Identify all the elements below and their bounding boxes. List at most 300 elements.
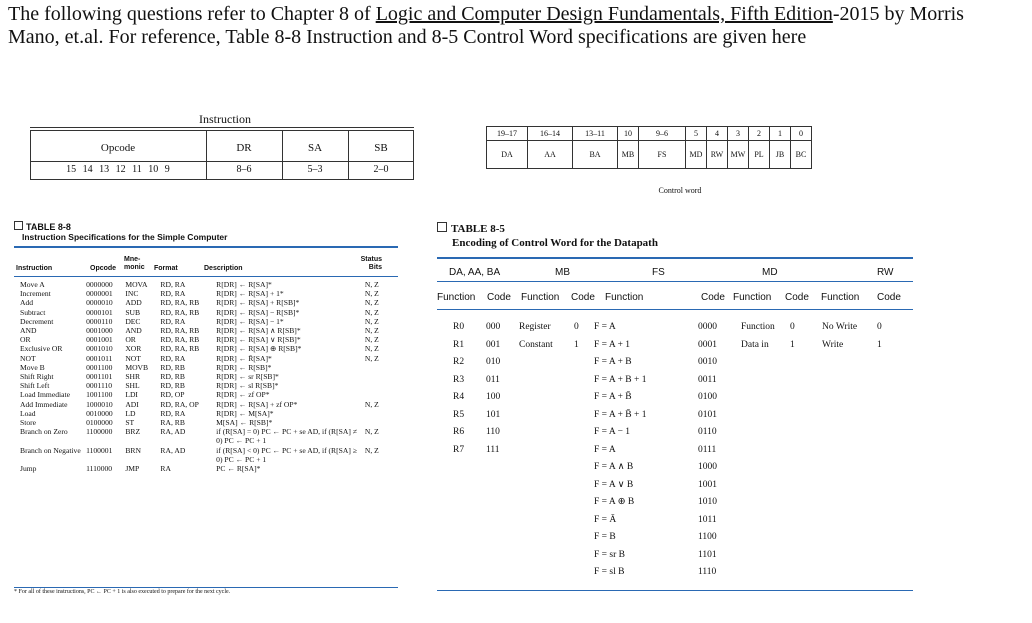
list-item-code: 0 bbox=[877, 322, 882, 332]
table-row bbox=[18, 409, 398, 418]
table-cell: Branch on Negative bbox=[20, 445, 81, 455]
list-item-function: F = A + B + 1 bbox=[594, 374, 647, 385]
table-8-5-md bbox=[741, 319, 821, 354]
list-item-code: 0111 bbox=[698, 444, 717, 455]
list-item-code: 1110 bbox=[698, 567, 717, 577]
opcode-field-label: Opcode bbox=[100, 142, 136, 154]
table-cell: Move B bbox=[20, 362, 45, 372]
list-item-code: 010 bbox=[486, 357, 501, 367]
list-item-code: 1000 bbox=[698, 462, 717, 472]
table-cell: 0001100 bbox=[86, 362, 113, 372]
table-cell: 0000001 bbox=[86, 289, 113, 299]
dr-field-label: DR bbox=[236, 142, 252, 154]
table-cell: 0000000 bbox=[86, 280, 113, 289]
list-item bbox=[594, 442, 734, 460]
cw-bit-label: 4 bbox=[707, 127, 728, 141]
table-cell: RD, RA bbox=[160, 353, 186, 363]
cw-bit-label: 9–6 bbox=[639, 127, 686, 141]
table-cell: MOVA bbox=[125, 280, 148, 289]
table-8-8-title bbox=[14, 221, 71, 232]
table-cell: R[DR] ← zf OP* bbox=[216, 390, 270, 400]
table-row bbox=[18, 363, 398, 372]
table-cell: PC ← R[SA]* bbox=[216, 464, 261, 474]
cw-field-label: PL bbox=[749, 141, 770, 169]
table-cell: 0000101 bbox=[86, 307, 113, 317]
table-cell: Add bbox=[20, 298, 34, 308]
group-header-md: MD bbox=[762, 267, 778, 278]
list-item-code: 110 bbox=[486, 427, 500, 437]
table-cell: if (R[SA] = 0) PC ← PC + se AD, if (R[SA] ≠ 0) PC ← PC + 1 bbox=[216, 427, 357, 446]
cw-field-label: MB bbox=[618, 141, 639, 169]
table-cell bbox=[363, 418, 398, 427]
list-item bbox=[594, 494, 734, 512]
table-row bbox=[18, 289, 398, 298]
table-cell: N, Z bbox=[364, 307, 379, 317]
table-cell: R[DR] ← R[SA] ∨ R[SB]* bbox=[216, 335, 301, 345]
list-item bbox=[594, 564, 734, 582]
list-item-function: F = sr B bbox=[594, 549, 625, 560]
table-cell: R[DR] ← R[SA] − 1* bbox=[216, 316, 284, 326]
sub-header: Code bbox=[701, 292, 725, 303]
table-row bbox=[18, 400, 398, 409]
list-item-function: F = A bbox=[594, 444, 616, 455]
list-item-code: 1 bbox=[574, 339, 579, 350]
table-cell: N, Z bbox=[364, 335, 379, 345]
table-cell: ST bbox=[125, 418, 135, 428]
list-item bbox=[594, 372, 734, 390]
table-8-5-title bbox=[437, 222, 505, 235]
list-item bbox=[453, 354, 533, 372]
table-row bbox=[18, 464, 398, 473]
list-item-code: 111 bbox=[486, 444, 500, 455]
table-cell: NOT bbox=[20, 353, 36, 363]
table-cell: Shift Right bbox=[20, 372, 54, 382]
table-cell: RD, RA, OP bbox=[160, 399, 199, 409]
table-cell: 1100001 bbox=[86, 445, 113, 455]
table-row bbox=[18, 418, 398, 427]
table-cell: R[DR] ← sr R[SB]* bbox=[216, 372, 279, 382]
list-item-function: Register bbox=[519, 322, 551, 332]
table-cell: R[DR] ← R[SA] − R[SB]* bbox=[216, 307, 300, 317]
control-word-table bbox=[486, 126, 812, 169]
table-cell: RD, RA bbox=[160, 408, 186, 418]
sub-header: Function bbox=[521, 292, 560, 303]
cw-bit-label: 3 bbox=[728, 127, 749, 141]
table-cell: AND bbox=[125, 326, 142, 336]
table-row bbox=[18, 354, 398, 363]
list-item-function: F = sl B bbox=[594, 567, 625, 577]
table-row bbox=[18, 381, 398, 390]
table-cell bbox=[363, 363, 398, 372]
list-item-code: 000 bbox=[486, 322, 501, 332]
list-item-code: 100 bbox=[486, 392, 501, 402]
table-cell: Load Immediate bbox=[20, 390, 70, 400]
table-cell: R[DR] ← R̄[SA]* bbox=[216, 353, 272, 363]
table-cell: MOVB bbox=[125, 362, 149, 372]
table-cell: N, Z bbox=[364, 326, 379, 336]
divider bbox=[437, 590, 913, 591]
table-8-8-header bbox=[14, 249, 398, 272]
group-header-rw: RW bbox=[877, 267, 894, 278]
list-item-function: R4 bbox=[453, 392, 465, 402]
table-cell: 1001100 bbox=[86, 390, 113, 400]
sub-header: Code bbox=[785, 292, 809, 303]
table-cell bbox=[363, 464, 398, 473]
list-item-function: F = A ⊕ B bbox=[594, 497, 635, 507]
table-cell: N, Z bbox=[364, 353, 379, 363]
sub-header: Function bbox=[821, 292, 860, 303]
col-header-mnemonic: Mne-monic bbox=[124, 256, 145, 271]
list-item bbox=[453, 424, 533, 442]
list-item-function: Data in bbox=[741, 339, 769, 350]
table-cell: 0001110 bbox=[86, 381, 113, 391]
table-cell: 1110000 bbox=[86, 464, 113, 474]
table-cell: ADI bbox=[125, 399, 139, 409]
table-cell: R[DR] ← R[SA] ⊕ R[SB]* bbox=[216, 344, 302, 354]
list-item-code: 011 bbox=[486, 374, 500, 385]
sub-header: Function bbox=[437, 292, 476, 303]
table-cell: OR bbox=[125, 335, 136, 345]
table-row bbox=[18, 372, 398, 381]
cw-bit-label: 2 bbox=[749, 127, 770, 141]
group-header-mb: MB bbox=[555, 267, 570, 278]
divider bbox=[30, 161, 414, 162]
list-item-code: 001 bbox=[486, 339, 501, 350]
table-8-8-footnote: * For all of these instructions, PC ← PC + 1 is also executed to prepare for the next cycle. bbox=[14, 589, 231, 595]
cw-field-label: AA bbox=[528, 141, 573, 169]
col-header-opcode: Opcode bbox=[90, 265, 117, 272]
table-cell bbox=[363, 409, 398, 418]
col-header-description: Description bbox=[204, 265, 243, 272]
table-cell: 0001010 bbox=[86, 344, 113, 354]
table-cell: LDI bbox=[125, 390, 138, 400]
table-cell: Store bbox=[20, 418, 37, 428]
list-item bbox=[594, 529, 734, 547]
list-item-function: R3 bbox=[453, 374, 465, 385]
cw-field-label: DA bbox=[487, 141, 528, 169]
cw-bit-label: 1 bbox=[770, 127, 791, 141]
list-item-code: 0000 bbox=[698, 322, 717, 332]
list-item-code: 0100 bbox=[698, 392, 717, 402]
cw-bit-label: 5 bbox=[686, 127, 707, 141]
list-item-code: 0010 bbox=[698, 357, 717, 367]
list-item-code: 1011 bbox=[698, 514, 717, 525]
divider bbox=[30, 127, 414, 128]
dr-bits: 8–6 bbox=[236, 164, 252, 175]
table-cell: Shift Left bbox=[20, 381, 50, 391]
table-cell: N, Z bbox=[364, 344, 379, 354]
divider bbox=[14, 587, 398, 588]
table-cell: Decrement bbox=[20, 316, 54, 326]
table-cell: 0001101 bbox=[86, 372, 113, 382]
opcode-bits: 15 14 13 12 11 10 9 bbox=[66, 164, 170, 175]
table-8-8-subtitle: Instruction Specifications for the Simple Computer bbox=[22, 232, 228, 242]
table-cell: RD, RA bbox=[160, 316, 186, 326]
sub-header: Code bbox=[487, 292, 511, 303]
table-cell: 0001001 bbox=[86, 335, 113, 345]
list-item-code: 0101 bbox=[698, 409, 717, 420]
table-cell: RD, RA, RB bbox=[160, 298, 200, 308]
table-cell: BRN bbox=[125, 445, 141, 455]
list-item-code: 1010 bbox=[698, 497, 717, 507]
cw-bit-label: 10 bbox=[618, 127, 639, 141]
table-cell: ADD bbox=[125, 298, 142, 308]
table-cell: RA, AD bbox=[160, 445, 186, 455]
sa-field-label: SA bbox=[307, 142, 323, 154]
divider bbox=[437, 257, 913, 259]
table-cell: 0000110 bbox=[86, 316, 113, 326]
table-cell: Branch on Zero bbox=[20, 427, 68, 437]
intro-text-1: The following questions refer to Chapter 8 of bbox=[8, 3, 376, 25]
list-item-function: R7 bbox=[453, 444, 465, 455]
sb-field-label: SB bbox=[374, 142, 388, 154]
table-cell: LD bbox=[125, 408, 136, 418]
intro-paragraph bbox=[8, 3, 1018, 49]
table-cell: Increment bbox=[20, 289, 51, 299]
table-cell: NOT bbox=[125, 353, 141, 363]
table-cell: RA bbox=[160, 464, 171, 474]
list-item bbox=[594, 477, 734, 495]
sb-bits: 2–0 bbox=[373, 164, 389, 175]
list-item-code: 1 bbox=[790, 339, 795, 350]
list-item-code: 1001 bbox=[698, 479, 717, 490]
list-item bbox=[519, 319, 599, 337]
list-item-function: R0 bbox=[453, 322, 465, 332]
table-cell bbox=[363, 372, 398, 381]
table-row bbox=[18, 298, 398, 307]
table-cell: AND bbox=[20, 326, 37, 336]
divider bbox=[437, 309, 913, 310]
table-cell: Load bbox=[20, 408, 36, 418]
table-row bbox=[18, 308, 398, 317]
table-row bbox=[18, 317, 398, 326]
table-cell: Move A bbox=[20, 280, 45, 289]
table-cell: N, Z bbox=[364, 316, 379, 326]
table-cell: SHL bbox=[125, 381, 140, 391]
list-item bbox=[594, 337, 734, 355]
table-cell: RD, RA bbox=[160, 280, 186, 289]
table-cell: RD, RB bbox=[160, 362, 185, 372]
list-item-function: F = A + B bbox=[594, 357, 632, 367]
table-cell: XOR bbox=[125, 344, 142, 354]
table-cell: RD, RB bbox=[160, 381, 185, 391]
table-row bbox=[18, 326, 398, 335]
table-cell: R[DR] ← R[SB]* bbox=[216, 362, 272, 372]
table-cell: Exclusive OR bbox=[20, 344, 63, 354]
list-item-function: Constant bbox=[519, 339, 553, 350]
col-header-format: Format bbox=[154, 265, 178, 272]
table-cell: RA, AD bbox=[160, 427, 186, 437]
list-item bbox=[822, 337, 902, 355]
sub-header: Code bbox=[571, 292, 595, 303]
list-item bbox=[453, 389, 533, 407]
list-item-code: 1 bbox=[877, 339, 882, 350]
table-cell: N, Z bbox=[364, 298, 379, 308]
group-header-regs: DA, AA, BA bbox=[449, 267, 501, 278]
cw-field-label: MD bbox=[686, 141, 707, 169]
table-cell: R[DR] ← sl R[SB]* bbox=[216, 381, 279, 391]
table-cell: SHR bbox=[125, 372, 141, 382]
table-8-5-fs bbox=[594, 319, 734, 582]
list-item bbox=[594, 354, 734, 372]
table-row bbox=[18, 335, 398, 344]
table-cell: DEC bbox=[125, 316, 141, 326]
list-item-function: F = B bbox=[594, 532, 616, 542]
list-item bbox=[594, 424, 734, 442]
table-cell: RD, RA bbox=[160, 289, 186, 299]
table-cell: 0001000 bbox=[86, 326, 113, 336]
list-item-function: F = A + B̄ + 1 bbox=[594, 409, 647, 420]
table-cell: OR bbox=[20, 335, 31, 345]
sub-header: Function bbox=[733, 292, 772, 303]
list-item bbox=[453, 372, 533, 390]
control-word-caption: Control word bbox=[658, 186, 702, 195]
table-cell: 0100000 bbox=[86, 418, 113, 428]
list-item bbox=[594, 459, 734, 477]
table-cell: 1000010 bbox=[86, 399, 113, 409]
list-item-function: No Write bbox=[822, 322, 858, 332]
list-item bbox=[594, 319, 734, 337]
table-cell: if (R[SA] < 0) PC ← PC + se AD, if (R[SA] ≥ 0) PC ← PC + 1 bbox=[216, 445, 357, 464]
list-item-function: F = A ∨ B bbox=[594, 479, 634, 490]
list-item-code: 0 bbox=[574, 322, 579, 332]
cw-field-label: FS bbox=[639, 141, 686, 169]
list-item-function: F = Ā bbox=[594, 514, 617, 525]
list-item-function: R5 bbox=[453, 409, 465, 420]
table-cell: RD, RA, RB bbox=[160, 344, 200, 354]
cw-field-label: BA bbox=[573, 141, 618, 169]
table-cell: RA, RB bbox=[160, 418, 185, 428]
table-cell: N, Z bbox=[364, 399, 379, 409]
cw-bit-label: 19–17 bbox=[487, 127, 528, 141]
table-8-8-body bbox=[18, 280, 398, 473]
list-item-code: 0 bbox=[790, 322, 795, 332]
table-cell: N, Z bbox=[364, 427, 379, 437]
table-cell: Add Immediate bbox=[20, 399, 68, 409]
list-item-function: Write bbox=[822, 339, 844, 350]
list-item-code: 0001 bbox=[698, 339, 717, 350]
sa-bits: 5–3 bbox=[307, 164, 323, 175]
table-cell: R[DR] ← R[SA] + zf OP* bbox=[216, 399, 298, 409]
table-cell: 0001011 bbox=[86, 353, 113, 363]
table-cell: Jump bbox=[20, 464, 37, 474]
table-cell: BRZ bbox=[125, 427, 141, 437]
list-item bbox=[453, 442, 533, 460]
cw-bit-label: 13–11 bbox=[573, 127, 618, 141]
table-8-5-title-text: TABLE 8-5 bbox=[451, 223, 505, 235]
table-cell: R[DR] ← R[SA] + 1* bbox=[216, 289, 284, 299]
list-item bbox=[594, 547, 734, 565]
table-cell: 0010000 bbox=[86, 408, 113, 418]
list-item-function: R1 bbox=[453, 339, 465, 350]
divider bbox=[14, 276, 398, 277]
list-item bbox=[822, 319, 902, 337]
table-cell: Subtract bbox=[20, 307, 46, 317]
divider bbox=[14, 246, 398, 248]
group-header-fs: FS bbox=[652, 267, 665, 278]
list-item bbox=[594, 512, 734, 530]
list-item-code: 101 bbox=[486, 409, 501, 420]
table-cell: SUB bbox=[125, 307, 141, 317]
table-8-5-subtitle: Encoding of Control Word for the Datapath bbox=[452, 237, 658, 249]
table-cell: M[SA] ← R[SB]* bbox=[216, 418, 273, 428]
list-item-code: 1101 bbox=[698, 549, 717, 560]
table-cell: R[DR] ← M[SA]* bbox=[216, 408, 274, 418]
list-item-function: F = A − 1 bbox=[594, 427, 631, 437]
table-cell: RD, OP bbox=[160, 390, 185, 400]
list-item-function: R2 bbox=[453, 357, 465, 367]
list-item-function: R6 bbox=[453, 427, 465, 437]
table-8-8-title-text: TABLE 8-8 bbox=[26, 222, 71, 232]
col-header-instruction: Instruction bbox=[16, 265, 53, 272]
cw-field-label: RW bbox=[707, 141, 728, 169]
list-item-code: 0011 bbox=[698, 374, 717, 385]
table-cell: 1100000 bbox=[86, 427, 113, 437]
list-item-function: F = A + 1 bbox=[594, 339, 631, 350]
list-item-function: Function bbox=[741, 322, 775, 332]
table-8-5-mb bbox=[519, 319, 599, 354]
divider bbox=[437, 281, 913, 282]
table-cell: R[DR] ← R[SA]* bbox=[216, 280, 272, 289]
table-8-5-rw bbox=[822, 319, 902, 354]
table-cell: RD, RB bbox=[160, 372, 185, 382]
sub-header: Function bbox=[605, 292, 644, 303]
table-cell: RD, RA, RB bbox=[160, 335, 200, 345]
table-cell: R[DR] ← R[SA] + R[SB]* bbox=[216, 298, 300, 308]
table-cell: R[DR] ← R[SA] ∧ R[SB]* bbox=[216, 326, 301, 336]
col-header-status: Status Bits bbox=[360, 256, 382, 271]
list-item bbox=[741, 337, 821, 355]
cw-field-label: JB bbox=[770, 141, 791, 169]
list-item bbox=[519, 337, 599, 355]
list-item-code: 1100 bbox=[698, 532, 717, 542]
checkbox-icon bbox=[14, 221, 23, 230]
table-cell: RD, RA, RB bbox=[160, 326, 200, 336]
table-cell bbox=[363, 390, 398, 399]
intro-text-2: -2015 by Morris Mano, et.al. For reference, Table 8-8 Instruction and 8-5 Control Word specifications are given here bbox=[8, 3, 964, 48]
sub-header: Code bbox=[877, 292, 901, 303]
table-cell: N, Z bbox=[364, 289, 379, 299]
checkbox-icon bbox=[437, 222, 447, 232]
list-item-function: F = A + B̄ bbox=[594, 392, 632, 402]
table-cell: INC bbox=[125, 289, 139, 299]
table-row bbox=[18, 446, 398, 464]
table-cell: N, Z bbox=[364, 445, 379, 455]
list-item bbox=[453, 407, 533, 425]
book-title: Logic and Computer Design Fundamentals, Fifth Edition bbox=[375, 3, 833, 25]
table-row bbox=[18, 390, 398, 399]
cw-bit-label: 0 bbox=[791, 127, 812, 141]
cw-field-label: MW bbox=[728, 141, 749, 169]
list-item-function: F = A bbox=[594, 322, 616, 332]
table-cell: N, Z bbox=[364, 280, 379, 289]
table-row bbox=[18, 280, 398, 289]
table-row bbox=[18, 427, 398, 445]
table-cell: RD, RA, RB bbox=[160, 307, 200, 317]
list-item bbox=[594, 407, 734, 425]
table-cell: 0000010 bbox=[86, 298, 113, 308]
table-cell bbox=[363, 381, 398, 390]
list-item-code: 0110 bbox=[698, 427, 717, 437]
table-cell: JMP bbox=[125, 464, 140, 474]
list-item-function: F = A ∧ B bbox=[594, 462, 634, 472]
list-item bbox=[741, 319, 821, 337]
list-item bbox=[594, 389, 734, 407]
cw-field-label: BC bbox=[791, 141, 812, 169]
cw-bit-label: 16–14 bbox=[528, 127, 573, 141]
table-row bbox=[18, 344, 398, 353]
instruction-format-title: Instruction bbox=[199, 112, 251, 126]
